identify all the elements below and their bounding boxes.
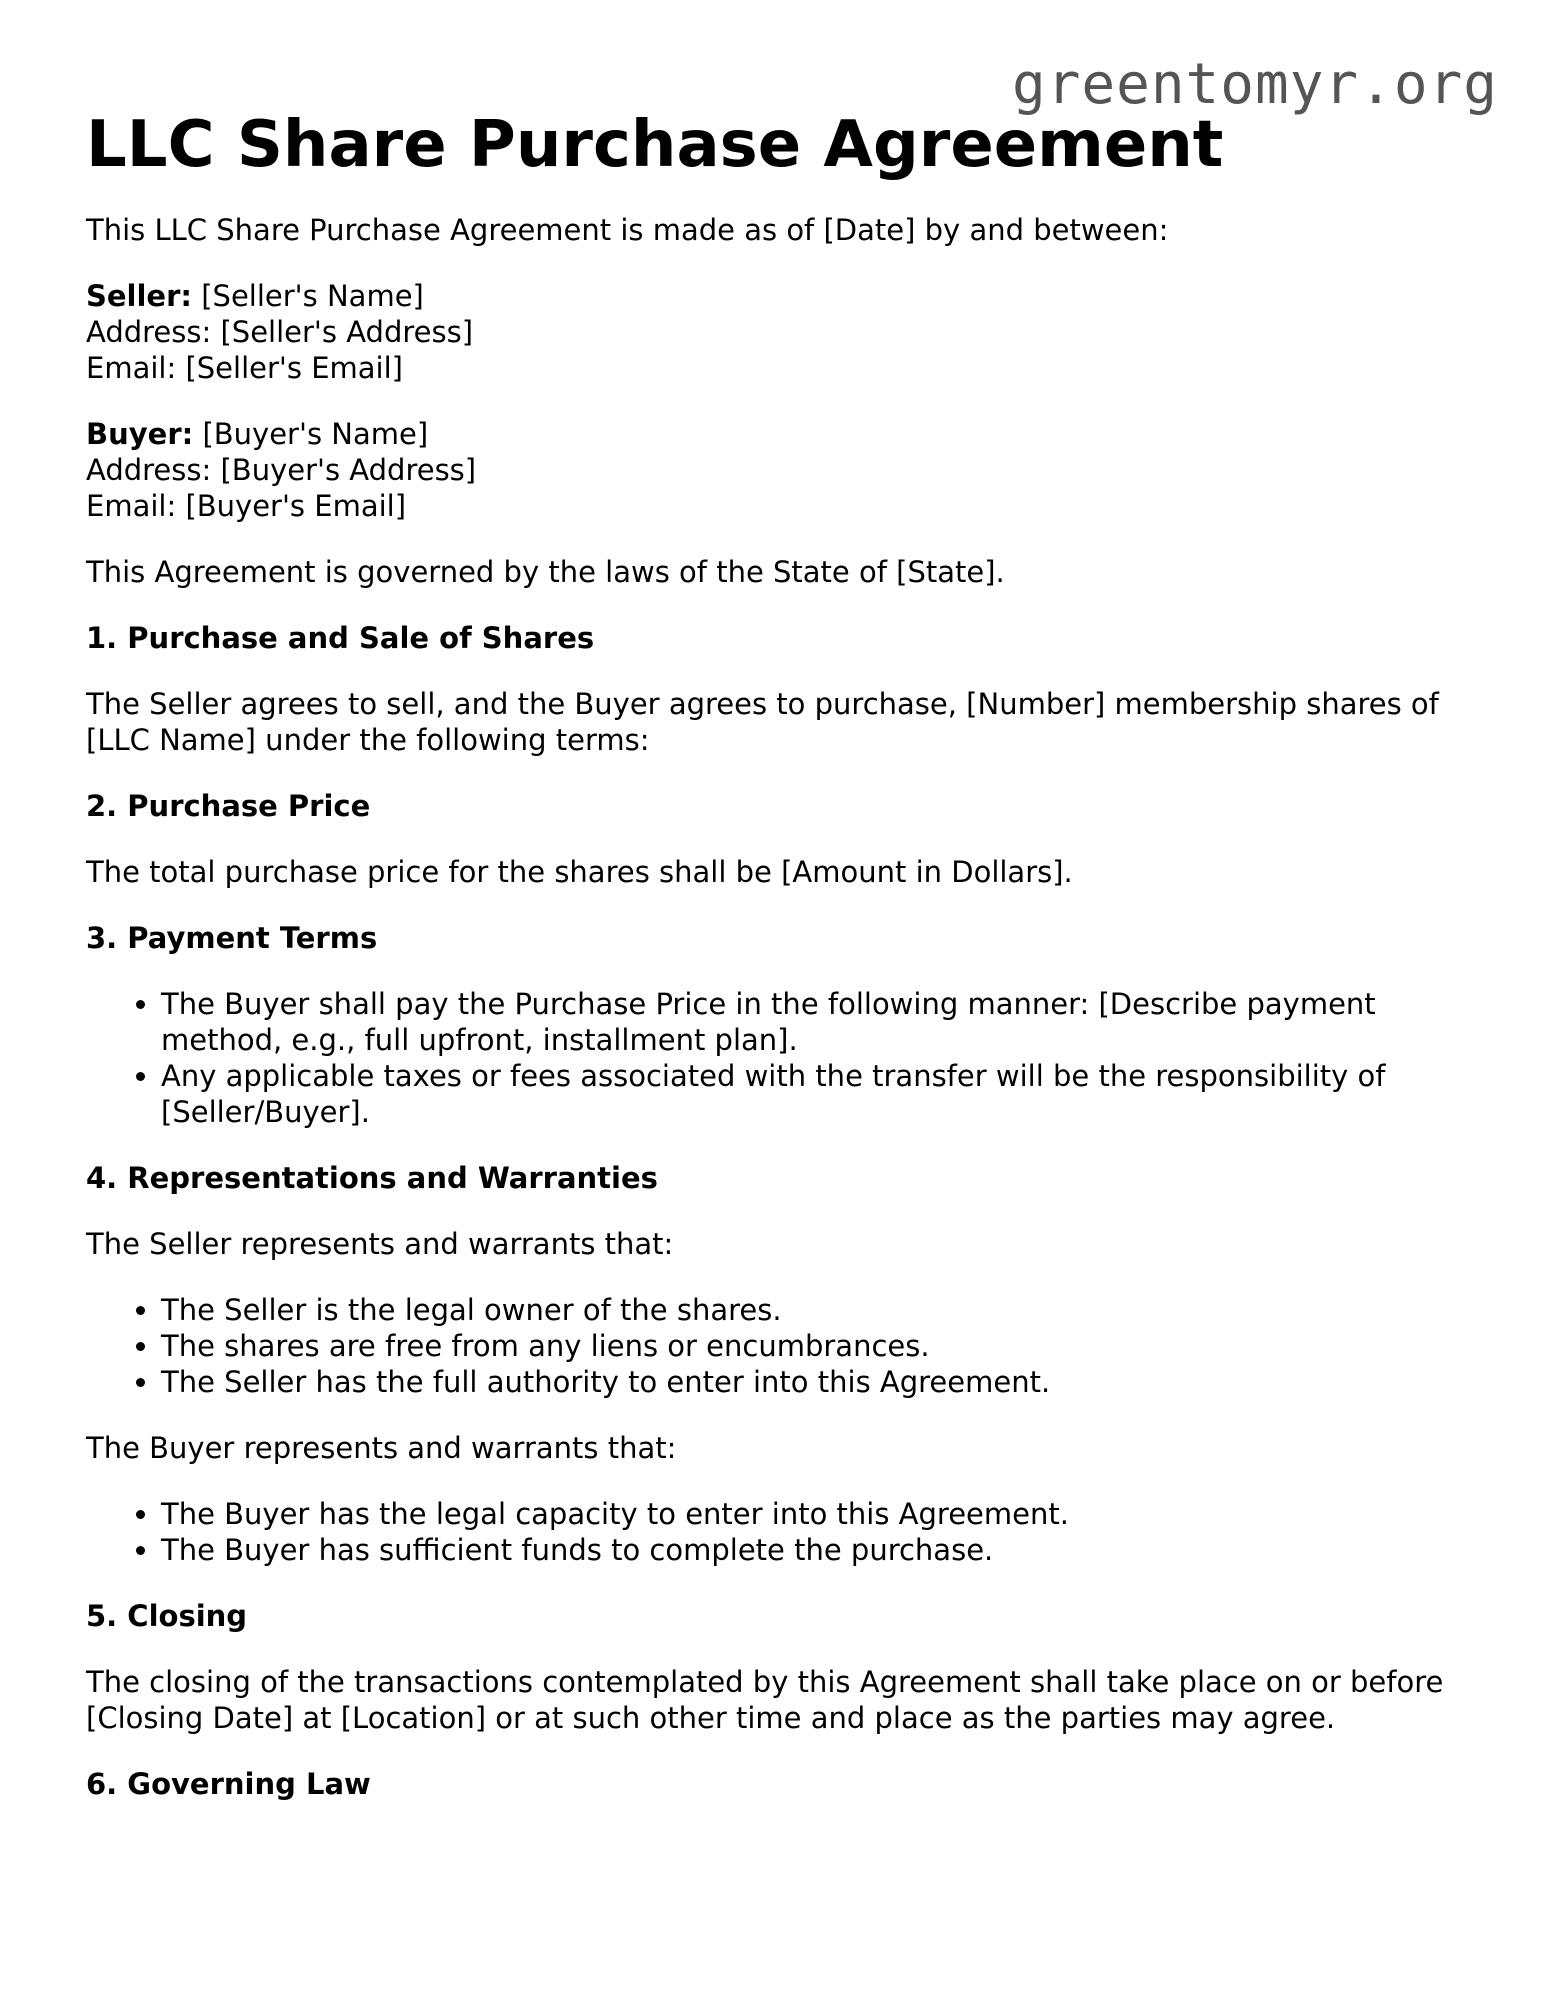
buyer-name-line — [86, 416, 1486, 452]
list-item: • The Seller has the full authority to enter into this Agreement. — [161, 1364, 1486, 1400]
list-item: • Any applicable taxes or fees associated with the transfer will be the responsibility of [Seller/Buyer]. — [161, 1058, 1486, 1130]
buyer-name: [Buyer's Name] — [193, 417, 429, 451]
section-heading: 3. Payment Terms — [86, 921, 378, 955]
seller-block — [86, 278, 1486, 386]
section-heading: 1. Purchase and Sale of Shares — [86, 621, 595, 655]
section-text: The Seller agrees to sell, and the Buyer agrees to purchase, [Number] membership shares of [LLC Name] under the following terms: — [86, 687, 1439, 757]
section-text: The total purchase price for the shares shall be [Amount in Dollars]. — [86, 855, 1073, 889]
buyer-block — [86, 416, 1486, 524]
list-item: • The shares are free from any liens or encumbrances. — [161, 1328, 1486, 1364]
list-item: • The Buyer shall pay the Purchase Price in the following manner: [Describe payment method, e.g., full upfront, installment plan]. — [161, 986, 1486, 1058]
payment-terms-list — [86, 986, 1486, 1130]
buyer-warranty-list — [86, 1496, 1486, 1568]
document-title: LLC Share Purchase Agreement — [86, 108, 1224, 182]
section-heading: 5. Closing — [86, 1599, 248, 1633]
buyer-warranty-intro: The Buyer represents and warrants that: — [86, 1431, 677, 1465]
list-item: • The Seller is the legal owner of the shares. — [161, 1292, 1486, 1328]
intro-paragraph: This LLC Share Purchase Agreement is made as of [Date] by and between: — [86, 213, 1169, 247]
buyer-email: Email: [Buyer's Email] — [86, 489, 407, 523]
seller-name: [Seller's Name] — [192, 279, 424, 313]
seller-label: Seller: — [86, 279, 193, 313]
section-heading: 6. Governing Law — [86, 1767, 371, 1801]
section-heading: 4. Representations and Warranties — [86, 1161, 658, 1195]
seller-warranty-intro: The Seller represents and warrants that: — [86, 1227, 674, 1261]
seller-email: Email: [Seller's Email] — [86, 351, 403, 385]
seller-warranty-list — [86, 1292, 1486, 1400]
buyer-address: Address: [Buyer's Address] — [86, 453, 477, 487]
section-text: The closing of the transactions contemplated by this Agreement shall take place on or before [Closing Date] at [Location] or at such other time and place as the parties may agree. — [86, 1665, 1444, 1735]
list-item: • The Buyer has sufficient funds to complete the purchase. — [161, 1532, 1486, 1568]
seller-address: Address: [Seller's Address] — [86, 315, 474, 349]
buyer-label: Buyer: — [86, 417, 194, 451]
document-body — [86, 100, 1486, 1832]
section-heading: 2. Purchase Price — [86, 789, 371, 823]
seller-name-line — [86, 278, 1486, 314]
watermark: greentomyr.org — [1011, 52, 1498, 117]
governed-paragraph: This Agreement is governed by the laws of the State of [State]. — [86, 555, 1005, 589]
list-item: • The Buyer has the legal capacity to enter into this Agreement. — [161, 1496, 1486, 1532]
